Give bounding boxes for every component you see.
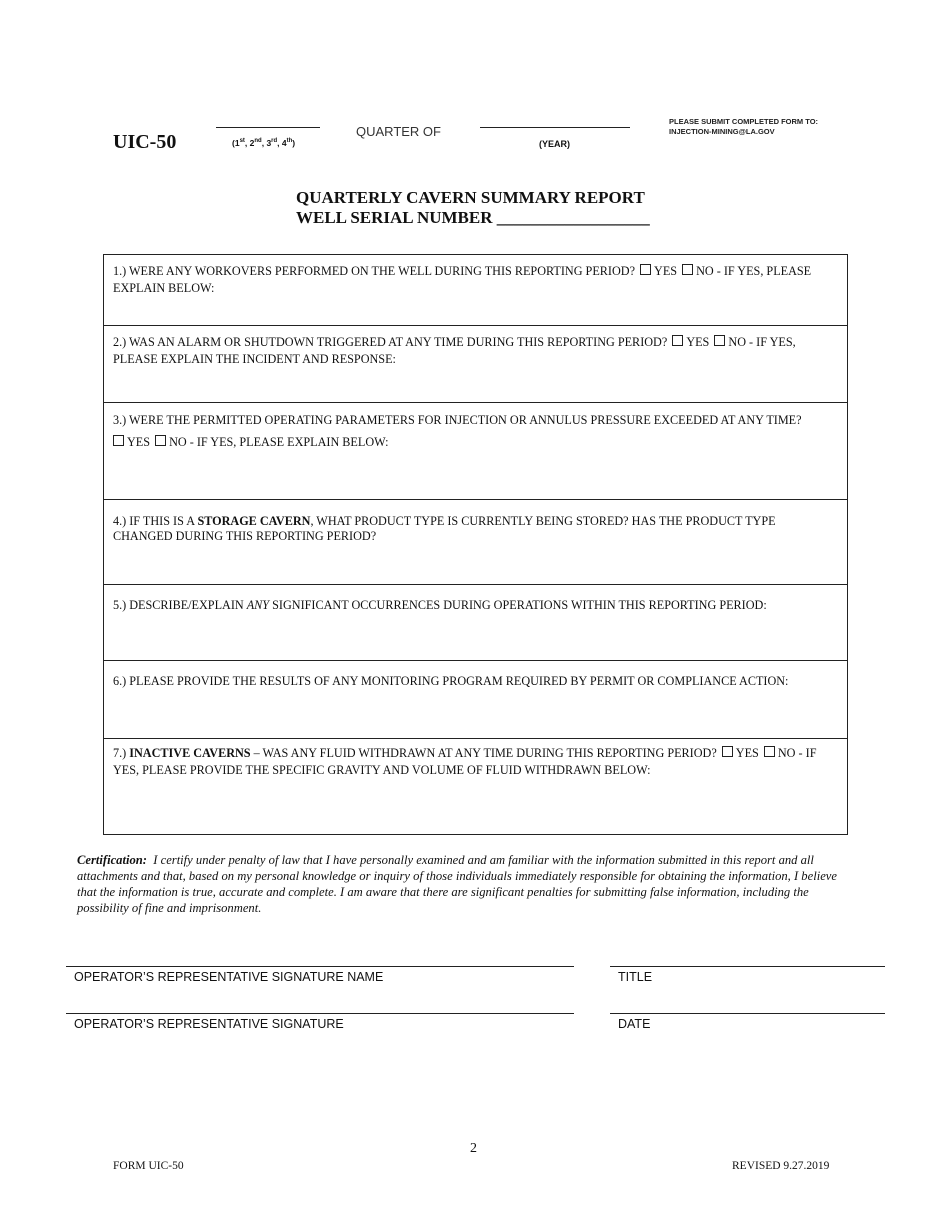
form-code: UIC-50 — [113, 131, 177, 153]
q2-no-checkbox[interactable] — [714, 335, 725, 346]
quarter-of-label: QUARTER OF — [356, 124, 441, 139]
report-title — [296, 188, 650, 228]
footer-revised: REVISED 9.27.2019 — [732, 1160, 830, 1172]
questions-table — [103, 254, 848, 835]
signature-line[interactable] — [66, 1013, 574, 1014]
title-line-1: QUARTERLY CAVERN SUMMARY REPORT — [296, 188, 645, 207]
q3-no-checkbox[interactable] — [155, 435, 166, 446]
certification-statement: Certification: I certify under penalty of law that I have personally examined and am familiar with the information submitted in this report and all attachments and that, based on my personal knowledge or inquiry of those individuals immediately responsible for obtaining the information, I believe that the information is true, accurate and complete. I am aware that there are significant penalties for submitting false information, including the possibility of fine and imprisonment. — [77, 853, 837, 915]
footer-form-label: FORM UIC-50 — [113, 1160, 184, 1172]
q7-yes-checkbox[interactable] — [722, 746, 733, 757]
submit-instructions: PLEASE SUBMIT COMPLETED FORM TO: INJECTION-MINING@LA.GOV — [669, 117, 819, 136]
q1-yes-checkbox[interactable] — [640, 264, 651, 275]
quarter-input-line[interactable] — [216, 127, 320, 128]
question-4[interactable]: 4.) IF THIS IS A STORAGE CAVERN, WHAT PRODUCT TYPE IS CURRENTLY BEING STORED? HAS THE PRODUCT TYPE CHANGED DURING THIS REPORTING PERIOD? — [104, 500, 847, 585]
question-7[interactable]: 7.) INACTIVE CAVERNS – WAS ANY FLUID WITHDRAWN AT ANY TIME DURING THIS REPORTING PERIOD? YES NO - IF YES, PLEASE PROVIDE THE SPECIFIC GRAVITY AND VOLUME OF FLUID WITHDRAWN BELOW: — [113, 746, 817, 777]
title-line[interactable] — [610, 966, 885, 967]
date-line[interactable] — [610, 1013, 885, 1014]
q7-no-checkbox[interactable] — [764, 746, 775, 757]
q2-yes-checkbox[interactable] — [672, 335, 683, 346]
q1-no-checkbox[interactable] — [682, 264, 693, 275]
signature-name-line[interactable] — [66, 966, 574, 967]
signature-name-label: OPERATOR’S REPRESENTATIVE SIGNATURE NAME — [74, 970, 384, 984]
well-serial-number: WELL SERIAL NUMBER __________________ — [296, 208, 650, 227]
year-hint: (YEAR) — [539, 139, 570, 149]
year-input-line[interactable] — [480, 127, 630, 128]
title-label: TITLE — [618, 970, 653, 984]
question-2[interactable]: 2.) WAS AN ALARM OR SHUTDOWN TRIGGERED AT ANY TIME DURING THIS REPORTING PERIOD? YES NO - IF YES, PLEASE EXPLAIN THE INCIDENT AND RESPONSE: — [104, 326, 847, 403]
question-5[interactable]: 5.) DESCRIBE/EXPLAIN ANY SIGNIFICANT OCCURRENCES DURING OPERATIONS WITHIN THIS REPORTING PERIOD: — [104, 585, 847, 661]
question-1[interactable]: 1.) WERE ANY WORKOVERS PERFORMED ON THE WELL DURING THIS REPORTING PERIOD? YES NO - IF YES, PLEASE EXPLAIN BELOW: — [104, 255, 847, 326]
signature-label: OPERATOR’S REPRESENTATIVE SIGNATURE — [74, 1017, 344, 1031]
q3-yes-checkbox[interactable] — [113, 435, 124, 446]
question-3[interactable]: 3.) WERE THE PERMITTED OPERATING PARAMETERS FOR INJECTION OR ANNULUS PRESSURE EXCEEDED AT ANY TIME? YES NO - IF YES, PLEASE EXPLAIN BELOW: — [104, 403, 847, 500]
date-label: DATE — [618, 1017, 651, 1031]
page-number: 2 — [470, 1141, 477, 1156]
question-6[interactable]: 6.) PLEASE PROVIDE THE RESULTS OF ANY MONITORING PROGRAM REQUIRED BY PERMIT OR COMPLIANCE ACTION: — [104, 661, 847, 739]
quarter-hint: (1st, 2nd, 3rd, 4th) — [232, 138, 296, 148]
